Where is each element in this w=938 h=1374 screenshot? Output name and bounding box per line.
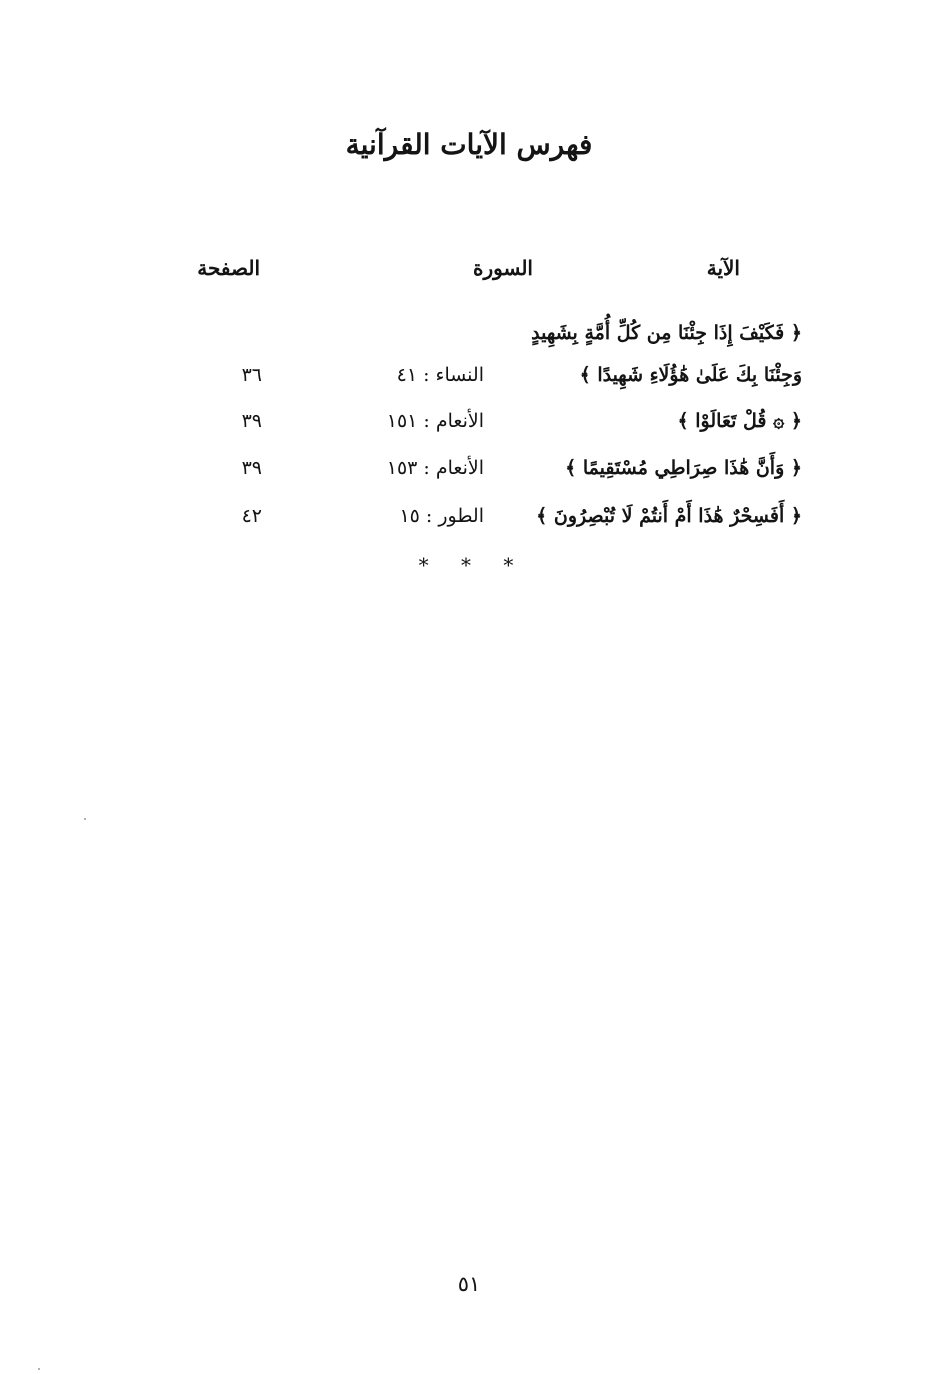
page-reference: ٤٢ — [241, 505, 262, 527]
page-reference: ٣٩ — [241, 410, 262, 432]
page-reference: ٣٩ — [241, 457, 262, 479]
column-header-verse: الآية — [706, 256, 740, 280]
page-reference: ٣٦ — [241, 364, 262, 386]
scan-speck — [38, 1368, 40, 1370]
surah-reference: الأنعام : ١٥١ — [386, 410, 484, 432]
verse-text: ﴿ أَفَسِحْرٌ هَٰذَا أَمْ أَنتُمْ لَا تُبْصِرُونَ ﴾ — [536, 505, 802, 527]
verse-text: وَجِئْنَا بِكَ عَلَىٰ هَٰؤُلَاءِ شَهِيدًا ﴾ — [579, 364, 802, 386]
page-title: فهرس الآيات القرآنية — [345, 128, 593, 161]
column-header-surah: السورة — [473, 256, 533, 280]
verse-text: ﴿ وَأَنَّ هَٰذَا صِرَاطِي مُسْتَقِيمًا ﴾ — [565, 457, 802, 479]
scan-speck — [84, 818, 86, 820]
verse-text: ﴿ ۞ قُلْ تَعَالَوْا ﴾ — [677, 410, 802, 432]
section-separator: * * * — [418, 553, 520, 577]
page-number: ٥١ — [457, 1272, 481, 1296]
verse-text: ﴿ فَكَيْفَ إِذَا جِئْنَا مِن كُلِّ أُمَّةٍ بِشَهِيدٍ — [531, 322, 802, 344]
surah-reference: النساء : ٤١ — [396, 364, 484, 386]
column-header-page: الصفحة — [197, 256, 260, 280]
surah-reference: الطور : ١٥ — [399, 505, 484, 527]
surah-reference: الأنعام : ١٥٣ — [386, 457, 484, 479]
